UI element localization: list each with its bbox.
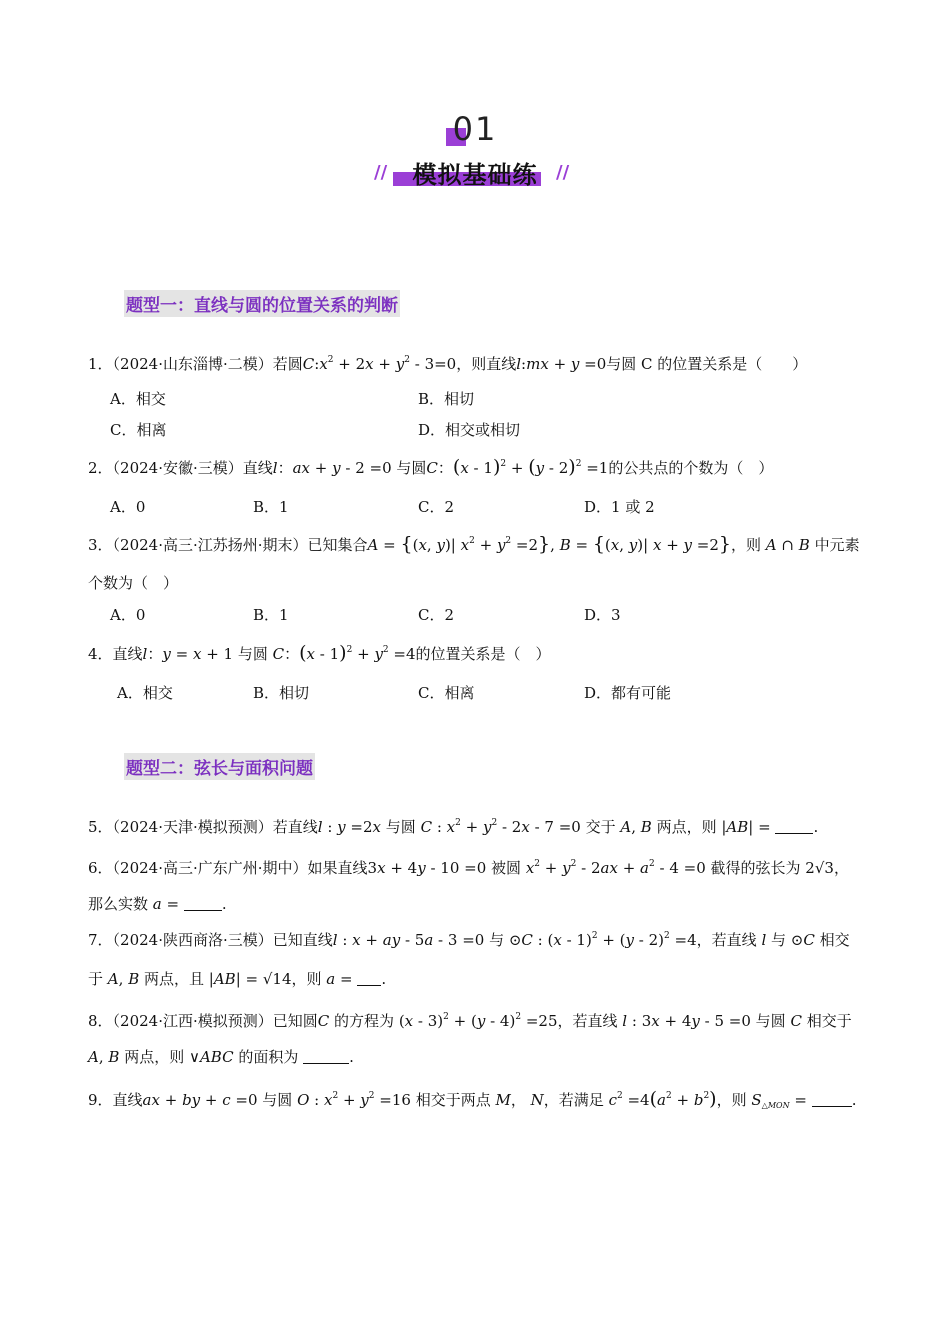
question-3: 3．（2024·高三·江苏扬州·期末）已知集合A = {(x, y)| $x^2 + y^2 =2$}, B = {(x, y)| x + y =2}，则 A ∩ B 中元素	[88, 533, 860, 555]
question-6: 6．（2024·高三·广东广州·期中）如果直线3x + 4y - 10 =0 被圆 $x^2 + y^2 - 2ax + a^2 - 4 =0$ 截得的弦长为 2√3，	[88, 859, 849, 877]
question-3-line-2: 个数为（ ）	[88, 574, 179, 592]
question-1: 1．（2024·山东淄博·二模）若圆$C:x^2 + 2x + y^2 - 3=0$，则直线l:mx + y =0与圆 C 的位置关系是（ ）	[88, 355, 808, 373]
q1-option-d: D．相交或相切	[418, 421, 521, 439]
page-header	[0, 110, 950, 200]
question-2: 2．（2024·安徽·三模）直线l：ax + y - 2 =0 与圆C：(x - 1)$^2$ + (y - 2)$^2$ =1的公共点的个数为（ ）	[88, 456, 774, 478]
question-4: 4．直线l：y = x + 1 与圆 C：$(x - 1)^2 + y^2 =4$的位置关系是（ ）	[88, 642, 551, 664]
q3-option-a: A．0	[110, 606, 146, 624]
q3-option-b: B．1	[253, 606, 289, 624]
right-slash-decoration: //	[556, 162, 570, 183]
q2-option-b: B．1	[253, 498, 289, 516]
page-title: 模拟基础练	[412, 161, 538, 189]
answer-blank[interactable]	[303, 1049, 349, 1064]
answer-blank[interactable]	[775, 819, 813, 834]
left-slash-decoration: //	[374, 162, 388, 183]
answer-blank[interactable]	[357, 971, 381, 986]
q4-option-d: D．都有可能	[584, 684, 672, 702]
q2-option-a: A．0	[110, 498, 146, 516]
section-number: 01	[452, 110, 498, 148]
q1-option-c: C．相离	[110, 421, 167, 439]
question-8: 8．（2024·江西·模拟预测）已知圆C 的方程为 (x - 3)$^2$ + (y - 4)$^2$ =25，若直线 l : 3x + 4y - 5 =0 与圆 C 相交于	[88, 1012, 852, 1030]
section-heading-2: 题型二：弦长与面积问题	[124, 753, 315, 780]
question-7-line-2: 于 A, B 两点，且 |AB| = √14，则 a = .	[88, 970, 387, 988]
q2-option-d: D．1 或 2	[584, 498, 655, 516]
q3-option-d: D．3	[584, 606, 621, 624]
q4-option-b: B．相切	[253, 684, 310, 702]
q1-option-a: A．相交	[110, 390, 166, 408]
question-9: 9．直线ax + by + c =0 与圆 O : $x^2 + y^2 =16$ 相交于两点 M， N，若满足 $c^2 =4(a^2 + b^2)$，则 $S_{\triangle MON}$ = .	[88, 1088, 857, 1110]
q2-option-c: C．2	[418, 498, 455, 516]
question-6-line-2: 那么实数 a = .	[88, 895, 227, 913]
q3-option-c: C．2	[418, 606, 455, 624]
answer-blank[interactable]	[184, 896, 222, 911]
question-7: 7．（2024·陕西商洛·三模）已知直线l : x + ay - 5a - 3 =0 与 ⊙C : (x - 1)$^2$ + (y - 2)$^2$ =4，若直线 l 与 ⊙C 相交	[88, 931, 850, 949]
section-heading-1: 题型一：直线与圆的位置关系的判断	[124, 290, 400, 317]
q1-option-b: B．相切	[418, 390, 475, 408]
q4-option-c: C．相离	[418, 684, 475, 702]
answer-blank[interactable]	[812, 1092, 852, 1107]
question-5: 5．（2024·天津·模拟预测）若直线l : y =2x 与圆 C : $x^2 + y^2 - 2x - 7 =0$ 交于 A, B 两点，则 |AB| = .	[88, 818, 819, 836]
q4-option-a: A．相交	[117, 684, 173, 702]
question-8-line-2: A, B 两点，则 ∨ABC 的面积为 .	[88, 1048, 354, 1066]
